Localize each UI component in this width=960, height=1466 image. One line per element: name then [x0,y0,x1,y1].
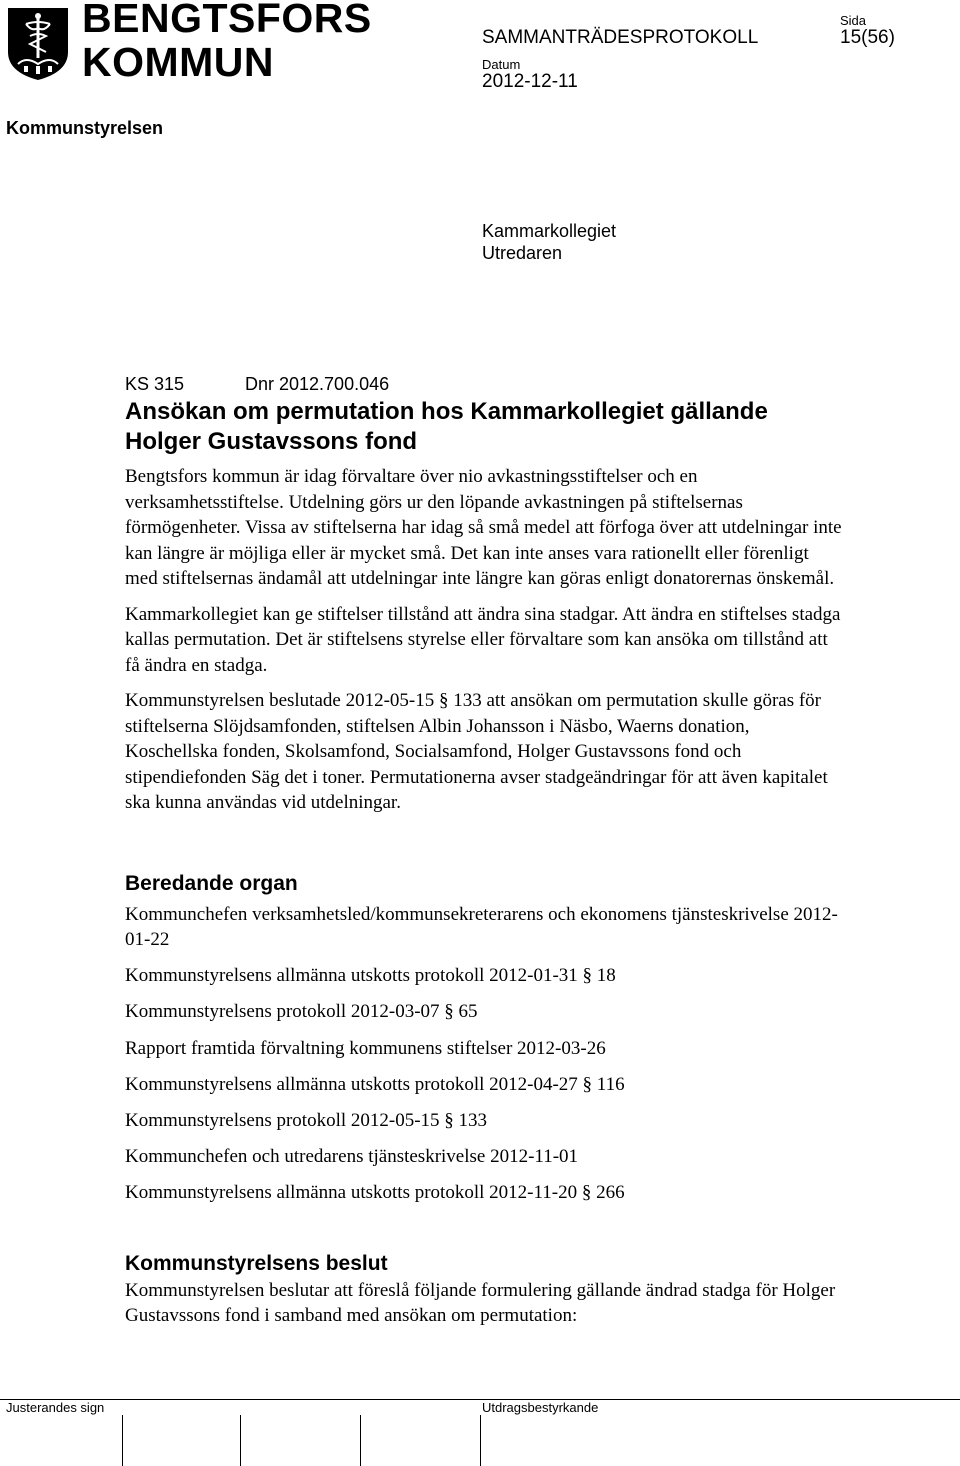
list-item: Kommunchefen verksamhetsled/kommunsekreterarens och ekonomens tjänsteskrivelse 2012-01-22 [125,903,838,950]
certification-label: Utdragsbestyrkande [482,1400,599,1415]
decision-text: Kommunstyrelsen beslutar att föreslå följande formulering gällande ändrad stadga för Holger Gustavssons fond i samband med ansökan om permutation: [125,1279,836,1327]
list-item: Kommunchefen och utredarens tjänsteskrivelse 2012-11-01 [125,1146,579,1168]
protocol-content [125,371,845,1329]
signature-label: Justerandes sign [6,1400,105,1415]
body-paragraph-2: Kammarkollegiet kan ge stiftelser tillstånd att ändra sina stadgar. Att ändra en stiftelses stadga kallas permutation. Det är stiftelsens styrelse eller förvaltare som kan ansöka om tillstånd att få ändra en stadga. [125,603,841,676]
list-item: Kommunstyrelsens allmänna utskotts protokoll 2012-01-31 § 18 [125,965,616,987]
body-paragraph-1: Bengtsfors kommun är idag förvaltare över nio avkastningsstiftelser och en verksamhetsstiftelse. Utdelning görs ur den löpande avkastningen på stiftelsernas förmögenheter. Vissa av stiftelserna har idag så små medel att förfoga över att utdelningar inte kan längre är möjliga eller är mycket små. Det kan inte anses vara rationellt eller förenligt med stiftelsernas ändamål att utdelningar inte längre kan göras enligt donatorernas önskemål. [125,466,842,589]
case-number: KS 315 [125,374,185,394]
decision-heading: Kommunstyrelsens beslut [125,1251,388,1275]
list-item: Kommunstyrelsens allmänna utskotts protokoll 2012-11-20 § 266 [125,1182,625,1204]
body-paragraph-3: Kommunstyrelsen beslutade 2012-05-15 § 133 att ansökan om permutation skulle göras för stiftelserna Slöjdsamfonden, stiftelsen Albin Johansson i Näsbo, Waerns donation, Koschellska fonden, Skolsamfond, Socialsamfond, Holger Gustavssons fond och stipendiefonden Säg det i toner. Permutationerna avser stadgeändringar för att även kapitalet ska kunna användas vid utdelningar. [125,690,828,813]
reference-list [125,902,845,1206]
page-label: Sida [840,13,867,28]
case-reference [125,371,845,397]
recipient-line-2: Utredaren [482,243,563,263]
case-title-line-2: Holger Gustavssons fond [125,428,418,455]
recipient-line-1: Kammarkollegiet [482,221,617,241]
signature-box-divider [480,1415,481,1466]
case-title [125,397,845,457]
logo-line-1: BENGTSFORS [82,0,372,41]
page-number: 15(56) [840,27,895,48]
list-item: Rapport framtida förvaltning kommunens stiftelser 2012-03-26 [125,1037,606,1059]
list-item: Kommunstyrelsens allmänna utskotts protokoll 2012-04-27 § 116 [125,1073,625,1095]
logo-wordmark [82,0,372,84]
footer-divider [0,1399,960,1400]
logo-line-2: KOMMUN [82,39,275,85]
meeting-date: 2012-12-11 [482,71,578,92]
signature-box-divider [240,1415,241,1466]
list-item: Kommunstyrelsens protokoll 2012-05-15 § 133 [125,1109,488,1131]
signature-box-divider [122,1415,123,1466]
coat-of-arms-icon [6,6,70,82]
list-item: Kommunstyrelsens protokoll 2012-03-07 § 65 [125,1001,478,1023]
document-type: SAMMANTRÄDESPROTOKOLL [482,27,759,48]
diary-number: Dnr 2012.700.046 [245,374,390,394]
signature-box-divider [360,1415,361,1466]
preparing-bodies-heading: Beredande organ [125,871,298,895]
case-title-line-1: Ansökan om permutation hos Kammarkollegiet gällande [125,398,768,425]
recipient-block [482,220,616,264]
date-label: Datum [482,57,521,72]
department-name: Kommunstyrelsen [6,118,164,138]
